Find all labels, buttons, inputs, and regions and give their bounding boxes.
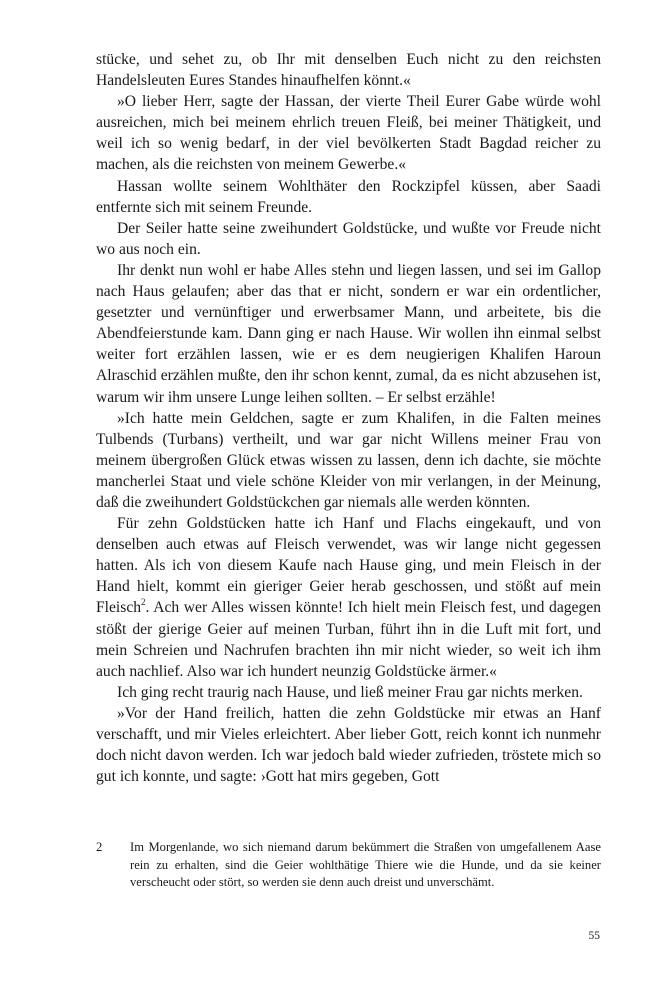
footnote [96,839,601,892]
paragraph-hassan-reply: »O lieber Herr, sagte der Hassan, der vierte Theil Eurer Gabe würde wohl ausreichen, mich bei meinem ehrlich treuen Fleiß, bei meiner Thätigkeit, und weil ich so wenig bedarf, in der viel bevölkerten Stadt Bagdad reicher zu machen, als die reichsten von meinem Gewerbe.« [96,93,601,174]
paragraph-traurig: Ich ging recht traurig nach Hause, und ließ meiner Frau gar nichts merken. [117,683,583,701]
footnote-text: Im Morgenlande, wo sich niemand darum bekümmert die Straßen von umgefallenem Aase rein zu erhalten, sind die Geier wohlthätige Thiere wie die Hunde, und da sie keiner verscheucht oder stört, so werden sie denn auch dreist und unverschämt. [130,840,601,890]
page-number: 55 [588,930,600,942]
paragraph-narration: Ihr denkt nun wohl er habe Alles stehn und liegen lassen, und sei im Gallop nach Haus gelaufen; aber das that er nicht, sondern er war ein ordentlicher, gesetzter und vernünftiger und erwerbsamer Mann, und arbeitete, bis die Abendfeierstunde kam. Dann ging er nach Hause. Wir wollen ihn einmal selbst weiter fort erzählen lassen, wie er es dem neugierigen Khalifen Haroun Alraschid erzählen mußte, den ihr schon kennt, zumal, da es nicht abzusehen ist, warum wir ihm unsere Lunge leihen sollten. – Er selbst erzähle! [96,261,601,406]
paragraph-geier-text-before: Für zehn Goldstücken hatte ich Hanf und Flachs eingekauft, und von denselben auch etwas auf Fleisch verwendet, was wir lange nicht gegessen hatten. Als ich von diesem Kaufe nach Hause ging, und mein Fleisch in der Hand hielt, kommt ein gieriger Geier herab geschossen, und stößt auf mein Fleisch [96,515,601,617]
paragraph-geldchen: »Ich hatte mein Geldchen, sagte er zum Khalifen, in die Falten meines Tulbends (Turbans) vertheilt, und war gar nicht Willens meiner Frau von meinem übergroßen Glück etwas wissen zu lassen, denn ich dachte, sie möchte mancherlei Staat und viele schöne Kleider von mir verlangen, in der Meinung, daß die zweihundert Goldstückchen gar niemals alle werden könnten. [96,409,601,511]
paragraph-geier [96,513,601,682]
paragraph-geier-text-after: . Ach wer Alles wissen könnte! Ich hielt mein Fleisch fest, und dagegen stößt der gierige Geier auf meinen Turban, führt ihn in die Luft mit fort, und mein Schreien und Nachrufen brachten ihn mir nicht wieder, so weit ich ihm auch nachlief. Also war ich hundert neunzig Goldstücke ärmer.« [96,599,601,680]
main-text [96,49,601,787]
footnote-number: 2 [96,840,103,854]
paragraph-goldstuecke: Der Seiler hatte seine zweihundert Goldstücke, und wußte vor Freude nicht wo aus noch ein. [96,219,601,258]
paragraph-continued: stücke, und sehet zu, ob Ihr mit denselben Euch nicht zu den reichsten Handelsleuten Eures Standes hinaufhelfen könnt.« [96,51,601,90]
paragraph-vor-der-hand: »Vor der Hand freilich, hatten die zehn Goldstücke mir etwas an Hanf verschafft, und mir Vieles erleichtert. Aber lieber Gott, reich konnt ich nunmehr doch nicht davon werden. Ich war jedoch bald wieder zufrieden, tröstete mich so gut ich konnte, und sagte: ›Gott hat mirs gegeben, Gott [96,704,601,786]
footnote-reference[interactable]: 2 [141,597,146,608]
paragraph-rockzipfel: Hassan wollte seinem Wohlthäter den Rockzipfel küssen, aber Saadi entfernte sich mit seinem Freunde. [96,177,601,216]
